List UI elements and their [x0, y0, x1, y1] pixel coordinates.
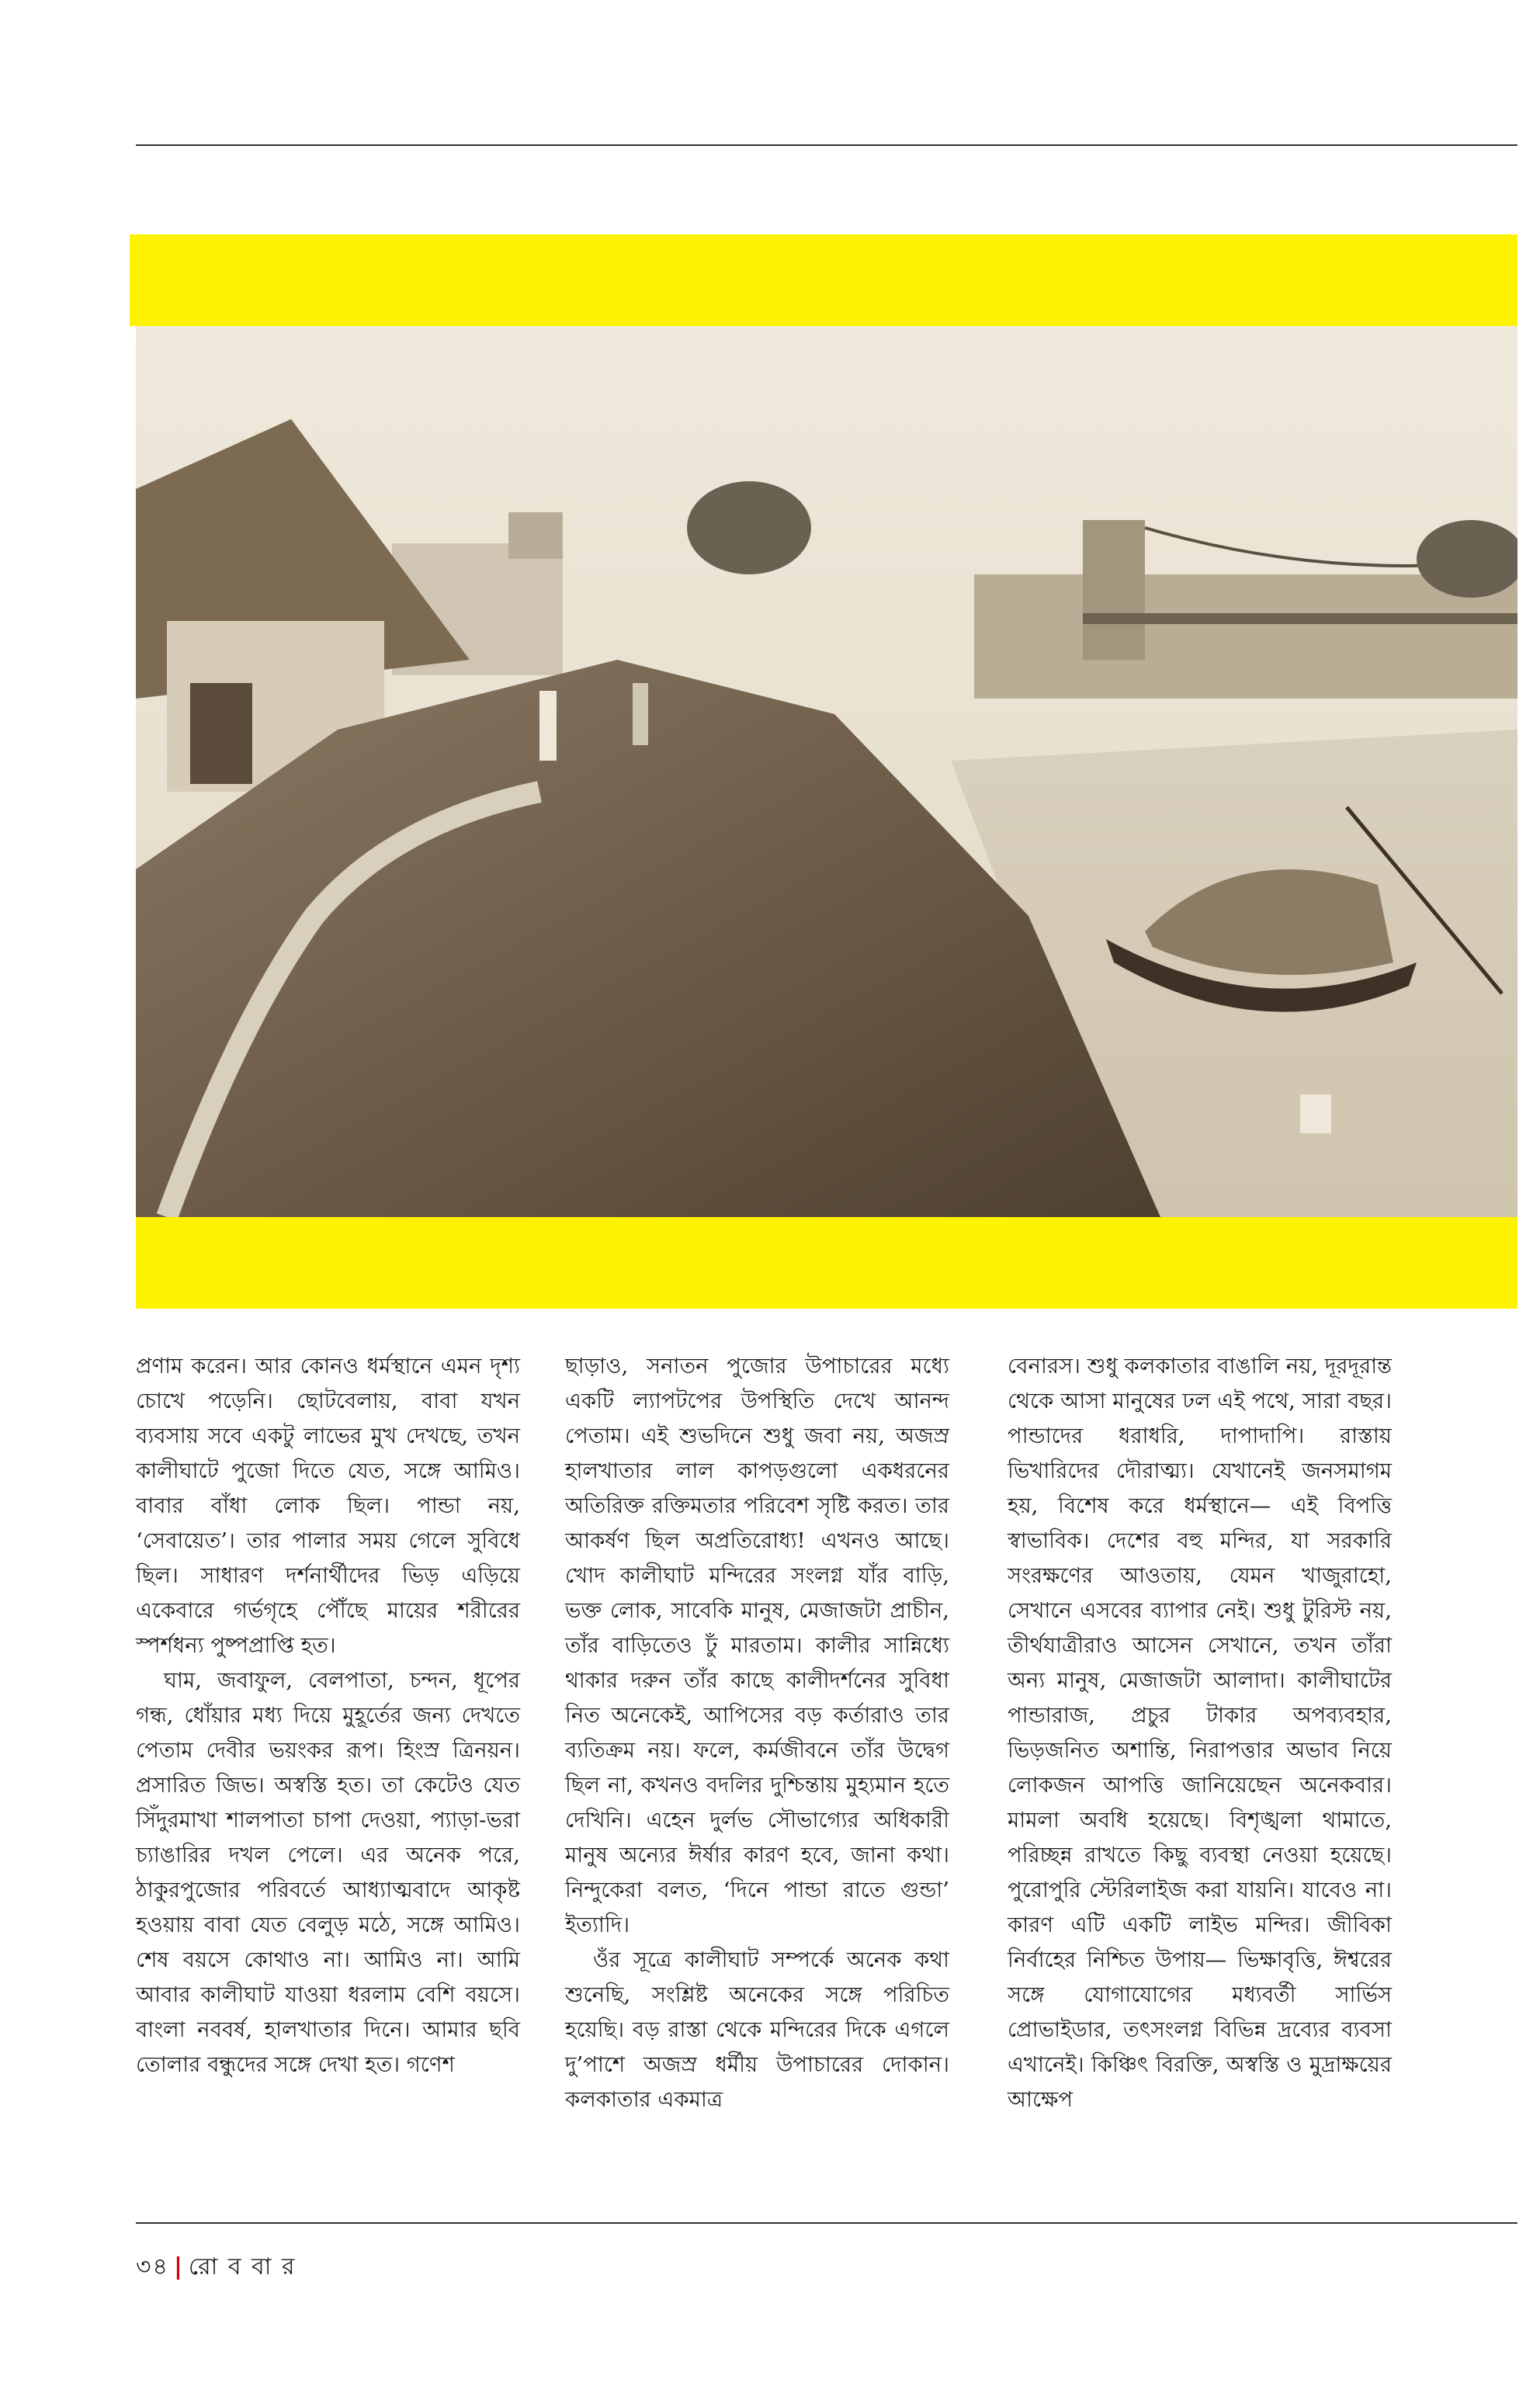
historic-river-ghat-photo: [136, 326, 1517, 1217]
bottom-rule: [136, 2222, 1517, 2224]
article-column-3: [1008, 1349, 1392, 2117]
paragraph: প্রণাম করেন। আর কোনও ধর্মস্থানে এমন দৃশ্য চোখে পড়েনি। ছোটবেলায়, বাবা যখন ব্যবসায় সবে একটু লাভের মুখ দেখছে, তখন কালীঘাটে পুজো দিতে যেত, সঙ্গে আমিও। বাবার বাঁধা লোক ছিল। পান্ডা নয়, ‘সেবায়েত’। তার পালার সময় গেলে সুবিধে ছিল। সাধারণ দর্শনার্থীদের ভিড় এড়িয়ে একেবারে গর্ভগৃহে পৌঁছে মায়ের শরীরের স্পর্শধন্য পুষ্পপ্রাপ্তি হত।: [136, 1354, 520, 1658]
photo-illustration: [136, 326, 1517, 1217]
article-column-1: [136, 1349, 520, 2083]
article-column-2: [565, 1349, 949, 2117]
page-number: ৩৪: [136, 2253, 169, 2280]
paragraph: ওঁর সূত্রে কালীঘাট সম্পর্কে অনেক কথা শুনেছি, সংশ্লিষ্ট অনেকের সঙ্গে পরিচিত হয়েছি। বড় রাস্তা থেকে মন্দিরের দিকে এগলে দু’পাশে অজস্র ধর্মীয় উপাচারের দোকান। কলকাতার একমাত্র: [565, 1947, 949, 2112]
footer-separator: |: [173, 2253, 184, 2280]
paragraph: ঘাম, জবাফুল, বেলপাতা, চন্দন, ধূপের গন্ধ, ধোঁয়ার মধ্য দিয়ে মুহূর্তের জন্য দেখতে পেতাম দেবীর ভয়ংকর রূপ। হিংস্র ত্রিনয়ন। প্রসারিত জিভ। অস্বস্তি হত। তা কেটেও যেত সিঁদুরমাখা শালপাতা চাপা দেওয়া, প্যাড়া-ভরা চ্যাঙারির দখল পেলে। এর অনেক পরে, ঠাকুরপুজোর পরিবর্তে আধ্যাত্মবাদে আকৃষ্ট হওয়ায় বাবা যেত বেলুড় মঠে, সঙ্গে আমিও। শেষ বয়সে কোথাও না। আমিও না। আমি আবার কালীঘাট যাওয়া ধরলাম বেশি বয়সে। বাংলা নববর্ষ, হালখাতার দিনে। আমার ছবি তোলার বন্ধুদের সঙ্গে দেখা হত। গণেশ: [136, 1668, 520, 2077]
magazine-name: রো ব বা র: [188, 2253, 297, 2280]
page-footer: [136, 2248, 296, 2287]
paragraph: ছাড়াও, সনাতন পুজোর উপাচারের মধ্যে একটি ল্যাপটপের উপস্থিতি দেখে আনন্দ পেতাম। এই শুভদিনে শুধু জবা নয়, অজস্র হালখাতার লাল কাপড়গুলো একধরনের অতিরিক্ত রক্তিমতার পরিবেশ সৃষ্টি করত। তার আকর্ষণ ছিল অপ্রতিরোধ্য! এখনও আছে। খোদ কালীঘাট মন্দিরের সংলগ্ন যাঁর বাড়ি, ভক্ত লোক, সাবেকি মানুষ, মেজাজটা প্রাচীন, তাঁর বাড়িতেও ঢুঁ মারতাম। কালীর সান্নিধ্যে থাকার দরুন তাঁর কাছে কালীদর্শনের সুবিধা নিত অনেকেই, আপিসের বড় কর্তারাও তার ব্যতিক্রম নয়। ফলে, কর্মজীবনে তাঁর উদ্বেগ ছিল না, কখনও বদলির দুশ্চিন্তায় মুহ্যমান হতে দেখিনি। এহেন দুর্লভ সৌভাগ্যের অধিকারী মানুষ অন্যের ঈর্ষার কারণ হবে, জানা কথা। নিন্দুকেরা বলত, ‘দিনে পান্ডা রাতে গুন্ডা’ ইত্যাদি।: [565, 1354, 949, 1937]
yellow-band-bottom: [136, 1217, 1517, 1309]
paragraph: বেনারস। শুধু কলকাতার বাঙালি নয়, দূরদূরান্ত থেকে আসা মানুষের ঢল এই পথে, সারা বছর। পান্ডাদের ধরাধরি, দাপাদাপি। রাস্তায় ভিখারিদের দৌরাত্ম্য। যেখানেই জনসমাগম হয়, বিশেষ করে ধর্মস্থানে— এই বিপত্তি স্বাভাবিক। দেশের বহু মন্দির, যা সরকারি সংরক্ষণের আওতায়, যেমন খাজুরাহো, সেখানে এসবের ব্যাপার নেই। শুধু টুরিস্ট নয়, তীর্থযাত্রীরাও আসেন সেখানে, তখন তাঁরা অন্য মানুষ, মেজাজটা আলাদা। কালীঘাটের পান্ডারাজ, প্রচুর টাকার অপব্যবহার, ভিড়জনিত অশান্তি, নিরাপত্তার অভাব নিয়ে লোকজন আপত্তি জানিয়েছেন অনেকবার। মামলা অবধি হয়েছে। বিশৃঙ্খলা থামাতে, পরিচ্ছন্ন রাখতে কিছু ব্যবস্থা নেওয়া হয়েছে। পুরোপুরি স্টেরিলাইজ করা যায়নি। যাবেও না। কারণ এটি একটি লাইভ মন্দির। জীবিকা নির্বাহের নিশ্চিত উপায়— ভিক্ষাবৃত্তি, ঈশ্বরের সঙ্গে যোগাযোগের মধ্যবর্তী সার্ভিস প্রোভাইডার, তৎসংলগ্ন বিভিন্ন দ্রব্যের ব্যবসা এখানেই। কিঞ্চিৎ বিরক্তি, অস্বস্তি ও মুদ্রাক্ষয়ের আক্ষেপ: [1008, 1354, 1392, 2112]
yellow-band-top: [130, 234, 1517, 326]
top-rule: [136, 144, 1517, 146]
